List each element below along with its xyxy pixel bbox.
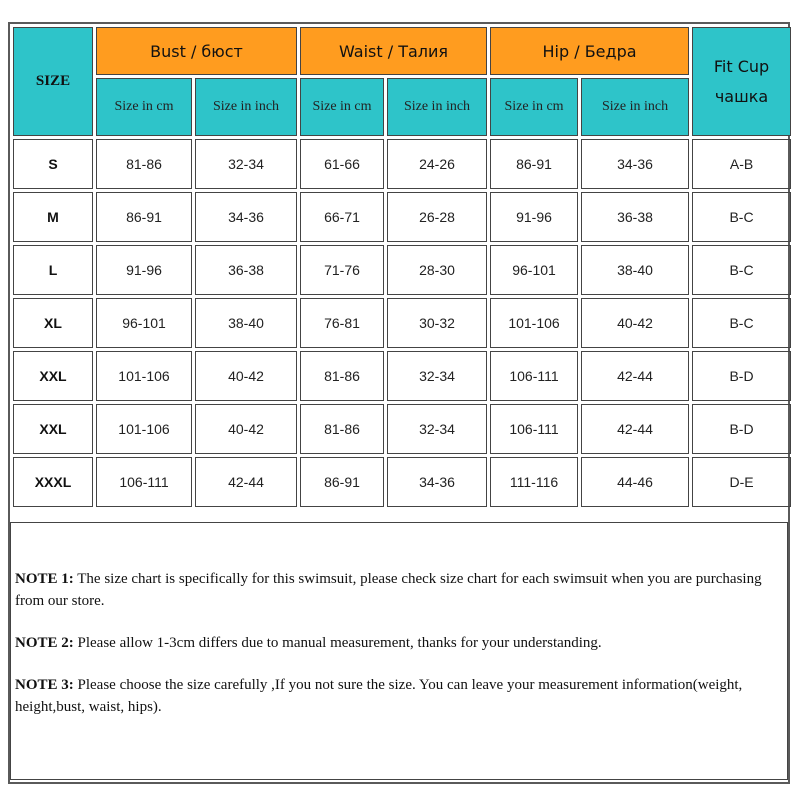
- value-cell-waist-cm: 66-71: [300, 192, 384, 242]
- value-cell-bust-in: 38-40: [195, 298, 297, 348]
- header-row-units: [13, 78, 791, 136]
- value-cell-hip-cm: 106-111: [490, 404, 578, 454]
- value-cell-bust-in: 40-42: [195, 351, 297, 401]
- waist-cm-header: Size in cm: [300, 78, 384, 136]
- size-cell: XXL: [13, 351, 93, 401]
- table-row: [13, 298, 791, 348]
- waist-inch-header: Size in inch: [387, 78, 487, 136]
- header-row-groups: [13, 27, 791, 75]
- value-cell-waist-in: 30-32: [387, 298, 487, 348]
- value-cell-waist-cm: 81-86: [300, 351, 384, 401]
- value-cell-hip-cm: 86-91: [490, 139, 578, 189]
- value-cell-waist-cm: 71-76: [300, 245, 384, 295]
- value-cell-hip-in: 42-44: [581, 351, 689, 401]
- value-cell-cup: B-C: [692, 245, 791, 295]
- value-cell-waist-cm: 61-66: [300, 139, 384, 189]
- note-text: Please choose the size carefully ,If you not sure the size. You can leave your measurement information(weight, height,bust, waist, hips).: [15, 677, 743, 715]
- value-cell-waist-in: 32-34: [387, 351, 487, 401]
- value-cell-hip-cm: 96-101: [490, 245, 578, 295]
- size-cell: M: [13, 192, 93, 242]
- note-label: NOTE 3:: [15, 677, 74, 693]
- value-cell-hip-cm: 91-96: [490, 192, 578, 242]
- value-cell-waist-in: 32-34: [387, 404, 487, 454]
- value-cell-hip-in: 40-42: [581, 298, 689, 348]
- table-row: [13, 245, 791, 295]
- hip-inch-header: Size in inch: [581, 78, 689, 136]
- table-row: [13, 192, 791, 242]
- note-label: NOTE 1:: [15, 571, 74, 587]
- size-chart-table: [10, 24, 794, 510]
- value-cell-cup: B-C: [692, 298, 791, 348]
- fit-cup-label: Fit Cup: [713, 56, 770, 76]
- size-cell: XL: [13, 298, 93, 348]
- value-cell-hip-cm: 111-116: [490, 457, 578, 507]
- value-cell-waist-cm: 81-86: [300, 404, 384, 454]
- value-cell-cup: B-D: [692, 351, 791, 401]
- value-cell-hip-in: 42-44: [581, 404, 689, 454]
- notes-box: [10, 522, 788, 780]
- value-cell-bust-in: 32-34: [195, 139, 297, 189]
- hip-cm-header: Size in cm: [490, 78, 578, 136]
- fit-cup-header: [692, 27, 791, 136]
- bust-inch-header: Size in inch: [195, 78, 297, 136]
- size-cell: L: [13, 245, 93, 295]
- value-cell-bust-in: 42-44: [195, 457, 297, 507]
- value-cell-bust-cm: 106-111: [96, 457, 192, 507]
- value-cell-hip-cm: 101-106: [490, 298, 578, 348]
- hip-header: Hip / Бедра: [490, 27, 689, 75]
- table-row: [13, 139, 791, 189]
- value-cell-bust-cm: 101-106: [96, 404, 192, 454]
- value-cell-cup: B-D: [692, 404, 791, 454]
- value-cell-cup: D-E: [692, 457, 791, 507]
- note-text: Please allow 1-3cm differs due to manual measurement, thanks for your understanding.: [73, 635, 602, 651]
- value-cell-bust-in: 36-38: [195, 245, 297, 295]
- value-cell-bust-cm: 91-96: [96, 245, 192, 295]
- value-cell-waist-cm: 76-81: [300, 298, 384, 348]
- bust-header: Bust / бюст: [96, 27, 297, 75]
- value-cell-waist-in: 34-36: [387, 457, 487, 507]
- note-2: [15, 632, 785, 654]
- value-cell-bust-cm: 81-86: [96, 139, 192, 189]
- fit-cup-label-ru: чашка: [714, 86, 769, 106]
- value-cell-waist-in: 28-30: [387, 245, 487, 295]
- value-cell-bust-cm: 96-101: [96, 298, 192, 348]
- value-cell-hip-in: 38-40: [581, 245, 689, 295]
- size-cell: S: [13, 139, 93, 189]
- note-text: The size chart is specifically for this swimsuit, please check size chart for each swimsuit when you are purchasing from our store.: [15, 571, 762, 609]
- value-cell-hip-in: 36-38: [581, 192, 689, 242]
- notes-list: [15, 568, 785, 738]
- value-cell-cup: A-B: [692, 139, 791, 189]
- value-cell-cup: B-C: [692, 192, 791, 242]
- size-cell: XXXL: [13, 457, 93, 507]
- waist-header: Waist / Талия: [300, 27, 487, 75]
- note-3: [15, 674, 785, 718]
- value-cell-waist-in: 24-26: [387, 139, 487, 189]
- bust-cm-header: Size in cm: [96, 78, 192, 136]
- note-1: [15, 568, 785, 612]
- value-cell-hip-in: 34-36: [581, 139, 689, 189]
- size-cell: XXL: [13, 404, 93, 454]
- table-row: [13, 404, 791, 454]
- table-row: [13, 351, 791, 401]
- value-cell-waist-in: 26-28: [387, 192, 487, 242]
- note-label: NOTE 2:: [15, 635, 74, 651]
- table-row: [13, 457, 791, 507]
- value-cell-hip-in: 44-46: [581, 457, 689, 507]
- value-cell-bust-cm: 86-91: [96, 192, 192, 242]
- value-cell-bust-cm: 101-106: [96, 351, 192, 401]
- value-cell-bust-in: 34-36: [195, 192, 297, 242]
- value-cell-waist-cm: 86-91: [300, 457, 384, 507]
- value-cell-bust-in: 40-42: [195, 404, 297, 454]
- size-header: SIZE: [13, 27, 93, 136]
- value-cell-hip-cm: 106-111: [490, 351, 578, 401]
